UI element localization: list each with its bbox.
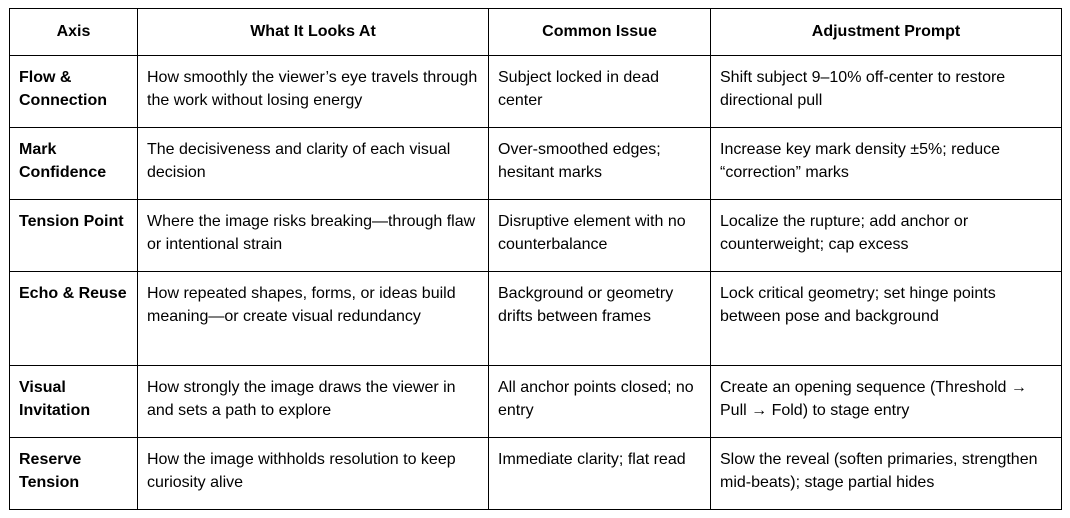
axis-cell: Reserve Tension [10, 438, 138, 510]
looks-at-cell: How smoothly the viewer’s eye travels through the work without losing energy [138, 56, 489, 128]
table-row [10, 128, 1062, 200]
axis-cell: Flow & Connection [10, 56, 138, 128]
looks-at-cell: The decisiveness and clarity of each visual decision [138, 128, 489, 200]
issue-cell: Subject locked in dead center [489, 56, 711, 128]
axis-table [9, 8, 1062, 510]
issue-cell: All anchor points closed; no entry [489, 366, 711, 438]
issue-cell: Disruptive element with no counterbalance [489, 200, 711, 272]
issue-cell: Background or geometry drifts between frames [489, 272, 711, 366]
header-axis: Axis [10, 9, 138, 56]
prompt-cell: Lock critical geometry; set hinge points between pose and background [711, 272, 1062, 366]
looks-at-cell: How strongly the image draws the viewer in and sets a path to explore [138, 366, 489, 438]
header-what-it-looks-at: What It Looks At [138, 9, 489, 56]
table-row [10, 272, 1062, 366]
table-row [10, 56, 1062, 128]
looks-at-cell: How the image withholds resolution to keep curiosity alive [138, 438, 489, 510]
axis-cell: Tension Point [10, 200, 138, 272]
issue-cell: Immediate clarity; flat read [489, 438, 711, 510]
axis-cell: Visual Invitation [10, 366, 138, 438]
table-row [10, 366, 1062, 438]
prompt-cell: Increase key mark density ±5%; reduce “correction” marks [711, 128, 1062, 200]
prompt-cell: Shift subject 9–10% off-center to restore directional pull [711, 56, 1062, 128]
table-row [10, 438, 1062, 510]
prompt-cell: Localize the rupture; add anchor or counterweight; cap excess [711, 200, 1062, 272]
looks-at-cell: How repeated shapes, forms, or ideas build meaning—or create visual redundancy [138, 272, 489, 366]
prompt-cell: Create an opening sequence (Threshold → Pull → Fold) to stage entry [711, 366, 1062, 438]
header-adjustment-prompt: Adjustment Prompt [711, 9, 1062, 56]
axis-cell: Echo & Reuse [10, 272, 138, 366]
header-common-issue: Common Issue [489, 9, 711, 56]
prompt-cell: Slow the reveal (soften primaries, strengthen mid-beats); stage partial hides [711, 438, 1062, 510]
issue-cell: Over-smoothed edges; hesitant marks [489, 128, 711, 200]
table-row [10, 200, 1062, 272]
axis-cell: Mark Confidence [10, 128, 138, 200]
looks-at-cell: Where the image risks breaking—through flaw or intentional strain [138, 200, 489, 272]
header-row [10, 9, 1062, 56]
